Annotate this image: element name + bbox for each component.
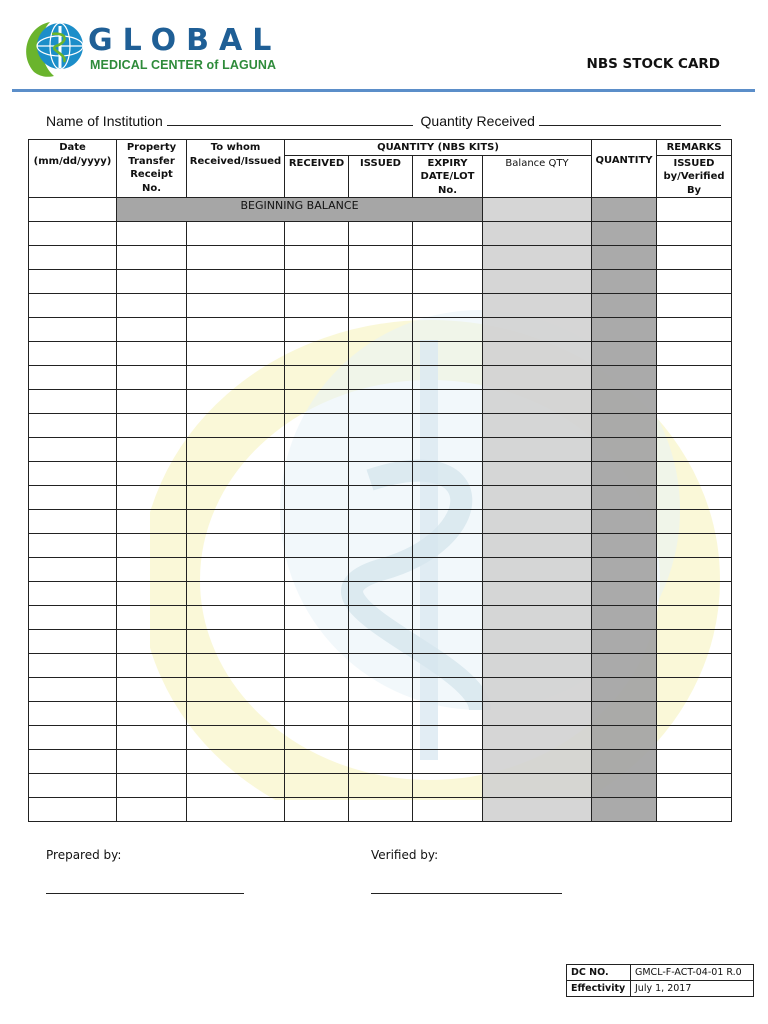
- property-cell[interactable]: [117, 342, 187, 366]
- expiry-cell[interactable]: [413, 222, 483, 246]
- property-cell[interactable]: [117, 222, 187, 246]
- table-row: [29, 798, 732, 822]
- issued-cell[interactable]: [349, 726, 413, 750]
- stock-card-table: [28, 139, 732, 822]
- quantity-cell[interactable]: [592, 390, 657, 414]
- table-row: [29, 606, 732, 630]
- received-cell[interactable]: [285, 270, 349, 294]
- to-whom-cell[interactable]: [187, 630, 285, 654]
- quantity-cell[interactable]: [592, 606, 657, 630]
- to-whom-cell[interactable]: [187, 438, 285, 462]
- date-cell[interactable]: [29, 462, 117, 486]
- property-cell[interactable]: [117, 702, 187, 726]
- received-cell[interactable]: [285, 222, 349, 246]
- header-balance-qty: Balance QTY: [483, 155, 592, 198]
- table-row: [29, 750, 732, 774]
- issued-cell[interactable]: [349, 342, 413, 366]
- date-cell[interactable]: [29, 486, 117, 510]
- date-cell[interactable]: [29, 798, 117, 822]
- remarks-cell[interactable]: [657, 582, 732, 606]
- received-cell[interactable]: [285, 390, 349, 414]
- property-cell[interactable]: [117, 582, 187, 606]
- received-cell[interactable]: [285, 534, 349, 558]
- property-cell[interactable]: [117, 462, 187, 486]
- received-cell[interactable]: [285, 438, 349, 462]
- date-cell[interactable]: [29, 678, 117, 702]
- to-whom-cell[interactable]: [187, 270, 285, 294]
- balance-cell[interactable]: [483, 246, 592, 270]
- expiry-cell[interactable]: [413, 702, 483, 726]
- effectivity-label: Effectivity: [567, 981, 631, 997]
- table-row: [29, 318, 732, 342]
- property-cell[interactable]: [117, 798, 187, 822]
- table-row: [29, 702, 732, 726]
- date-cell[interactable]: [29, 342, 117, 366]
- quantity-cell[interactable]: [592, 750, 657, 774]
- balance-cell[interactable]: [483, 414, 592, 438]
- quantity-cell[interactable]: [592, 798, 657, 822]
- received-cell[interactable]: [285, 726, 349, 750]
- remarks-cell[interactable]: [657, 750, 732, 774]
- table-cell[interactable]: [29, 198, 117, 222]
- to-whom-cell[interactable]: [187, 726, 285, 750]
- balance-cell[interactable]: [483, 510, 592, 534]
- property-cell[interactable]: [117, 654, 187, 678]
- issued-cell[interactable]: [349, 774, 413, 798]
- property-cell[interactable]: [117, 534, 187, 558]
- balance-cell[interactable]: [483, 630, 592, 654]
- expiry-cell[interactable]: [413, 534, 483, 558]
- to-whom-cell[interactable]: [187, 558, 285, 582]
- prepared-by-signature-line[interactable]: [46, 893, 244, 894]
- balance-cell[interactable]: [483, 438, 592, 462]
- expiry-cell[interactable]: [413, 342, 483, 366]
- remarks-cell[interactable]: [657, 438, 732, 462]
- header-issued-by: ISSUED by/Verified By: [657, 155, 732, 198]
- expiry-cell[interactable]: [413, 678, 483, 702]
- to-whom-cell[interactable]: [187, 414, 285, 438]
- remarks-cell[interactable]: [657, 678, 732, 702]
- table-row: [29, 342, 732, 366]
- received-cell[interactable]: [285, 654, 349, 678]
- beginning-balance-label: BEGINNING BALANCE: [117, 198, 483, 222]
- balance-cell[interactable]: [483, 654, 592, 678]
- institution-field[interactable]: [167, 112, 413, 126]
- expiry-cell[interactable]: [413, 318, 483, 342]
- remarks-cell[interactable]: [657, 534, 732, 558]
- remarks-cell[interactable]: [657, 294, 732, 318]
- date-cell[interactable]: [29, 366, 117, 390]
- issued-cell[interactable]: [349, 582, 413, 606]
- balance-cell[interactable]: [483, 390, 592, 414]
- stock-card-body: [29, 198, 732, 822]
- to-whom-cell[interactable]: [187, 750, 285, 774]
- expiry-cell[interactable]: [413, 654, 483, 678]
- expiry-cell[interactable]: [413, 750, 483, 774]
- issued-cell[interactable]: [349, 534, 413, 558]
- quantity-received-label: Quantity Received: [420, 113, 535, 129]
- issued-cell[interactable]: [349, 222, 413, 246]
- balance-cell[interactable]: [483, 462, 592, 486]
- issued-cell[interactable]: [349, 750, 413, 774]
- received-cell[interactable]: [285, 414, 349, 438]
- remarks-cell[interactable]: [657, 510, 732, 534]
- date-cell[interactable]: [29, 246, 117, 270]
- to-whom-cell[interactable]: [187, 510, 285, 534]
- remarks-cell[interactable]: [657, 702, 732, 726]
- balance-cell[interactable]: [483, 486, 592, 510]
- expiry-cell[interactable]: [413, 606, 483, 630]
- remarks-cell[interactable]: [657, 246, 732, 270]
- header-remarks: REMARKS: [657, 140, 732, 156]
- remarks-cell[interactable]: [657, 462, 732, 486]
- property-cell[interactable]: [117, 774, 187, 798]
- table-row: [29, 294, 732, 318]
- logo-subtitle: MEDICAL CENTER of LAGUNA: [90, 58, 277, 72]
- remarks-cell[interactable]: [657, 414, 732, 438]
- received-cell[interactable]: [285, 750, 349, 774]
- date-cell[interactable]: [29, 654, 117, 678]
- balance-cell[interactable]: [483, 270, 592, 294]
- balance-cell[interactable]: [483, 750, 592, 774]
- date-cell[interactable]: [29, 606, 117, 630]
- received-cell[interactable]: [285, 294, 349, 318]
- table-row: [29, 390, 732, 414]
- received-cell[interactable]: [285, 606, 349, 630]
- verified-by-signature-line[interactable]: [371, 893, 562, 894]
- received-cell[interactable]: [285, 486, 349, 510]
- quantity-cell[interactable]: [592, 582, 657, 606]
- expiry-cell[interactable]: [413, 462, 483, 486]
- received-cell[interactable]: [285, 318, 349, 342]
- verified-by-label: Verified by:: [371, 848, 439, 862]
- table-row: [29, 774, 732, 798]
- remarks-cell[interactable]: [657, 198, 732, 222]
- header-expiry: EXPIRY DATE/LOT No.: [413, 155, 483, 198]
- globe-caduceus-icon: [24, 16, 86, 80]
- balance-cell[interactable]: [483, 726, 592, 750]
- table-row: [29, 510, 732, 534]
- remarks-cell[interactable]: [657, 342, 732, 366]
- date-cell[interactable]: [29, 390, 117, 414]
- expiry-cell[interactable]: [413, 414, 483, 438]
- received-cell[interactable]: [285, 246, 349, 270]
- balance-cell[interactable]: [483, 198, 592, 222]
- property-cell[interactable]: [117, 294, 187, 318]
- expiry-cell[interactable]: [413, 486, 483, 510]
- table-row: [29, 366, 732, 390]
- balance-cell[interactable]: [483, 774, 592, 798]
- received-cell[interactable]: [285, 774, 349, 798]
- to-whom-cell[interactable]: [187, 222, 285, 246]
- table-row: [29, 438, 732, 462]
- issued-cell[interactable]: [349, 678, 413, 702]
- quantity-received-field[interactable]: [539, 112, 721, 126]
- to-whom-cell[interactable]: [187, 702, 285, 726]
- date-cell[interactable]: [29, 630, 117, 654]
- issued-cell[interactable]: [349, 462, 413, 486]
- issued-cell[interactable]: [349, 654, 413, 678]
- document-control-table: [566, 964, 754, 997]
- to-whom-cell[interactable]: [187, 774, 285, 798]
- expiry-cell[interactable]: [413, 438, 483, 462]
- to-whom-cell[interactable]: [187, 342, 285, 366]
- date-cell[interactable]: [29, 414, 117, 438]
- remarks-cell[interactable]: [657, 726, 732, 750]
- expiry-cell[interactable]: [413, 246, 483, 270]
- remarks-cell[interactable]: [657, 798, 732, 822]
- table-row: [29, 558, 732, 582]
- issued-cell[interactable]: [349, 318, 413, 342]
- expiry-cell[interactable]: [413, 630, 483, 654]
- quantity-cell[interactable]: [592, 366, 657, 390]
- remarks-cell[interactable]: [657, 318, 732, 342]
- property-cell[interactable]: [117, 726, 187, 750]
- balance-cell[interactable]: [483, 702, 592, 726]
- remarks-cell[interactable]: [657, 222, 732, 246]
- to-whom-cell[interactable]: [187, 294, 285, 318]
- prepared-by-label: Prepared by:: [46, 848, 122, 862]
- to-whom-cell[interactable]: [187, 390, 285, 414]
- date-cell[interactable]: [29, 582, 117, 606]
- quantity-cell[interactable]: [592, 246, 657, 270]
- date-cell[interactable]: [29, 702, 117, 726]
- property-cell[interactable]: [117, 246, 187, 270]
- balance-cell[interactable]: [483, 582, 592, 606]
- remarks-cell[interactable]: [657, 270, 732, 294]
- header-date: Date (mm/dd/yyyy): [29, 140, 117, 198]
- header-issued: ISSUED: [349, 155, 413, 198]
- quantity-cell[interactable]: [592, 630, 657, 654]
- balance-cell[interactable]: [483, 318, 592, 342]
- table-row: [29, 222, 732, 246]
- table-row: [29, 678, 732, 702]
- remarks-cell[interactable]: [657, 486, 732, 510]
- issued-cell[interactable]: [349, 390, 413, 414]
- institution-info: [46, 112, 721, 129]
- quantity-cell[interactable]: [592, 654, 657, 678]
- table-row: [29, 270, 732, 294]
- property-cell[interactable]: [117, 438, 187, 462]
- table-row: [29, 582, 732, 606]
- quantity-cell[interactable]: [592, 318, 657, 342]
- balance-cell[interactable]: [483, 342, 592, 366]
- table-row: [29, 534, 732, 558]
- date-cell[interactable]: [29, 318, 117, 342]
- date-cell[interactable]: [29, 726, 117, 750]
- issued-cell[interactable]: [349, 510, 413, 534]
- issued-cell[interactable]: [349, 294, 413, 318]
- remarks-cell[interactable]: [657, 558, 732, 582]
- remarks-cell[interactable]: [657, 774, 732, 798]
- table-row: [29, 726, 732, 750]
- issued-cell[interactable]: [349, 558, 413, 582]
- balance-cell[interactable]: [483, 366, 592, 390]
- expiry-cell[interactable]: [413, 366, 483, 390]
- date-cell[interactable]: [29, 438, 117, 462]
- property-cell[interactable]: [117, 630, 187, 654]
- issued-cell[interactable]: [349, 798, 413, 822]
- quantity-cell[interactable]: [592, 462, 657, 486]
- received-cell[interactable]: [285, 582, 349, 606]
- quantity-cell[interactable]: [592, 726, 657, 750]
- date-cell[interactable]: [29, 270, 117, 294]
- to-whom-cell[interactable]: [187, 582, 285, 606]
- table-row: [29, 414, 732, 438]
- quantity-cell[interactable]: [592, 510, 657, 534]
- received-cell[interactable]: [285, 462, 349, 486]
- received-cell[interactable]: [285, 630, 349, 654]
- property-cell[interactable]: [117, 678, 187, 702]
- table-row: [29, 630, 732, 654]
- table-row: [29, 654, 732, 678]
- property-cell[interactable]: [117, 366, 187, 390]
- remarks-cell[interactable]: [657, 390, 732, 414]
- issued-cell[interactable]: [349, 414, 413, 438]
- effectivity-value: July 1, 2017: [631, 981, 754, 997]
- quantity-cell[interactable]: [592, 702, 657, 726]
- property-cell[interactable]: [117, 414, 187, 438]
- logo-wordmark: GLOBAL: [88, 23, 282, 58]
- expiry-cell[interactable]: [413, 558, 483, 582]
- quantity-cell[interactable]: [592, 534, 657, 558]
- expiry-cell[interactable]: [413, 582, 483, 606]
- header-quantity: QUANTITY: [592, 140, 657, 198]
- issued-cell[interactable]: [349, 270, 413, 294]
- institution-label: Name of Institution: [46, 113, 163, 129]
- expiry-cell[interactable]: [413, 510, 483, 534]
- expiry-cell[interactable]: [413, 798, 483, 822]
- quantity-cell[interactable]: [592, 270, 657, 294]
- property-cell[interactable]: [117, 510, 187, 534]
- date-cell[interactable]: [29, 774, 117, 798]
- expiry-cell[interactable]: [413, 726, 483, 750]
- received-cell[interactable]: [285, 558, 349, 582]
- date-cell[interactable]: [29, 222, 117, 246]
- to-whom-cell[interactable]: [187, 606, 285, 630]
- expiry-cell[interactable]: [413, 270, 483, 294]
- received-cell[interactable]: [285, 366, 349, 390]
- property-cell[interactable]: [117, 606, 187, 630]
- date-cell[interactable]: [29, 294, 117, 318]
- expiry-cell[interactable]: [413, 774, 483, 798]
- to-whom-cell[interactable]: [187, 318, 285, 342]
- balance-cell[interactable]: [483, 222, 592, 246]
- balance-cell[interactable]: [483, 534, 592, 558]
- quantity-cell[interactable]: [592, 198, 657, 222]
- to-whom-cell[interactable]: [187, 654, 285, 678]
- to-whom-cell[interactable]: [187, 678, 285, 702]
- table-row: [29, 486, 732, 510]
- issued-cell[interactable]: [349, 606, 413, 630]
- dc-number-label: DC NO.: [567, 965, 631, 981]
- balance-cell[interactable]: [483, 678, 592, 702]
- table-row: [29, 246, 732, 270]
- expiry-cell[interactable]: [413, 390, 483, 414]
- to-whom-cell[interactable]: [187, 798, 285, 822]
- global-medical-logo: [24, 16, 282, 80]
- balance-cell[interactable]: [483, 294, 592, 318]
- date-cell[interactable]: [29, 534, 117, 558]
- issued-cell[interactable]: [349, 246, 413, 270]
- issued-cell[interactable]: [349, 630, 413, 654]
- property-cell[interactable]: [117, 390, 187, 414]
- remarks-cell[interactable]: [657, 366, 732, 390]
- balance-cell[interactable]: [483, 558, 592, 582]
- quantity-cell[interactable]: [592, 342, 657, 366]
- received-cell[interactable]: [285, 702, 349, 726]
- to-whom-cell[interactable]: [187, 534, 285, 558]
- to-whom-cell[interactable]: [187, 462, 285, 486]
- table-row: [29, 462, 732, 486]
- quantity-cell[interactable]: [592, 294, 657, 318]
- header-divider: [12, 89, 755, 92]
- received-cell[interactable]: [285, 342, 349, 366]
- received-cell[interactable]: [285, 678, 349, 702]
- date-cell[interactable]: [29, 750, 117, 774]
- issued-cell[interactable]: [349, 486, 413, 510]
- remarks-cell[interactable]: [657, 606, 732, 630]
- property-cell[interactable]: [117, 318, 187, 342]
- quantity-cell[interactable]: [592, 222, 657, 246]
- property-cell[interactable]: [117, 270, 187, 294]
- balance-cell[interactable]: [483, 798, 592, 822]
- remarks-cell[interactable]: [657, 630, 732, 654]
- to-whom-cell[interactable]: [187, 366, 285, 390]
- date-cell[interactable]: [29, 510, 117, 534]
- date-cell[interactable]: [29, 558, 117, 582]
- to-whom-cell[interactable]: [187, 246, 285, 270]
- expiry-cell[interactable]: [413, 294, 483, 318]
- dc-number-value: GMCL-F-ACT-04-01 R.0: [631, 965, 754, 981]
- received-cell[interactable]: [285, 798, 349, 822]
- quantity-cell[interactable]: [592, 678, 657, 702]
- quantity-cell[interactable]: [592, 774, 657, 798]
- quantity-cell[interactable]: [592, 438, 657, 462]
- property-cell[interactable]: [117, 750, 187, 774]
- issued-cell[interactable]: [349, 438, 413, 462]
- property-cell[interactable]: [117, 558, 187, 582]
- header-to-whom: To whom Received/Issued: [187, 140, 285, 198]
- to-whom-cell[interactable]: [187, 486, 285, 510]
- remarks-cell[interactable]: [657, 654, 732, 678]
- header-property: Property Transfer Receipt No.: [117, 140, 187, 198]
- balance-cell[interactable]: [483, 606, 592, 630]
- property-cell[interactable]: [117, 486, 187, 510]
- document-title: NBS STOCK CARD: [586, 56, 720, 72]
- quantity-cell[interactable]: [592, 414, 657, 438]
- header-received: RECEIVED: [285, 155, 349, 198]
- quantity-cell[interactable]: [592, 486, 657, 510]
- header-quantity-group: QUANTITY (NBS KITS): [285, 140, 592, 156]
- issued-cell[interactable]: [349, 366, 413, 390]
- quantity-cell[interactable]: [592, 558, 657, 582]
- issued-cell[interactable]: [349, 702, 413, 726]
- beginning-balance-row: [29, 198, 732, 222]
- received-cell[interactable]: [285, 510, 349, 534]
